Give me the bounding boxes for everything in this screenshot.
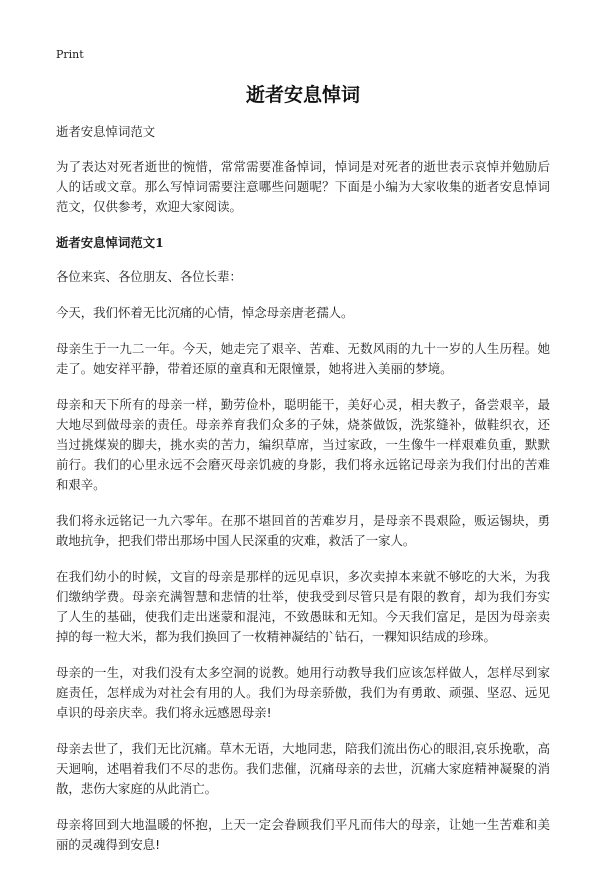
paragraph-closing: 母亲将回到大地温暖的怀抱，上天一定会眷顾我们平凡而伟大的母亲，让她一生苦难和美丽的灵魂得到安息! bbox=[56, 817, 550, 852]
article-subtitle: 逝者安息悼词范文 bbox=[56, 124, 156, 139]
paragraph: 今天，我们怀着无比沉痛的心情，悼念母亲唐老孺人。 bbox=[56, 305, 354, 320]
article-body bbox=[56, 122, 550, 871]
paragraph: 在我们幼小的时候，文盲的母亲是那样的远见卓识，多次卖掉本来就不够吃的大米，为我们缴纳学费。母亲充满智慧和悲情的壮举，使我受到尽管只是有限的教育，却为我们夯实了人生的基础，使我们走出迷蒙和混沌，不致愚昧和无知。今天我们富足，是因为母亲卖掉的每一粒大米，都为我们换回了一枚精神凝结的`钻石，一粿知识结成的珍珠。 bbox=[56, 569, 550, 644]
print-link[interactable]: Print bbox=[56, 48, 84, 61]
article-intro: 为了表达对死者逝世的惋惜，常常需要准备悼词，悼词是对死者的逝世表示哀悼并勉励后人的话或文章。那么写悼词需要注意哪些问题呢？下面是小编为大家收集的逝者安息悼词范文，仅供参考，欢迎大家阅读。 bbox=[56, 159, 550, 214]
paragraph-greeting: 各位来宾、各位朋友、各位长辈： bbox=[56, 269, 242, 284]
page-title: 逝者安息悼词 bbox=[245, 84, 360, 106]
paragraph: 母亲生于一九二一年。今天，她走完了艰辛、苦难、无数风雨的九十一岁的人生历程。她走了。她安祥平静，带着还原的童真和无限憧景，她将进入美丽的梦境。 bbox=[56, 341, 550, 376]
paragraph: 我们将永远铭记一九六零年。在那不堪回首的苦难岁月，是母亲不畏艰险，贩运锡块，勇敢地抗争，把我们带出那场中国人民深重的灾难，救活了一家人。 bbox=[56, 513, 550, 548]
paragraph: 母亲和天下所有的母亲一样，勤劳俭朴，聪明能干，美好心灵，相夫教子，备尝艰辛，最大地尽到做母亲的责任。母亲养育我们众多的子妹，烧茶做饭，洗浆缝补，做鞋织衣，还当过挑煤炭的脚夫，挑水卖的苦力，编织草席，当过家政，一生像牛一样艰难负重，默默前行。我们的心里永远不会磨灭母亲饥疲的身影，我们将永远铭记母亲为我们付出的苦难和艰辛。 bbox=[56, 397, 550, 492]
paragraph: 母亲的一生，对我们没有太多空洞的说教。她用行动教导我们应该怎样做人，怎样尽到家庭责任，怎样成为对社会有用的人。我们为母亲骄傲，我们为有勇敢、顽强、坚忍、远见卓识的母亲庆幸。我们将永远感恩母亲! bbox=[56, 665, 550, 720]
section-heading: 逝者安息悼词范文1 bbox=[56, 235, 164, 250]
paragraph: 母亲去世了，我们无比沉痛。草木无语，大地同悲，陪我们流出伤心的眼泪,哀乐挽歌，高天迴响，述唱着我们不尽的悲伤。我们悲催，沉痛母亲的去世，沉痛大家庭精神凝聚的消散，悲伤大家庭的从此消亡。 bbox=[56, 741, 550, 796]
